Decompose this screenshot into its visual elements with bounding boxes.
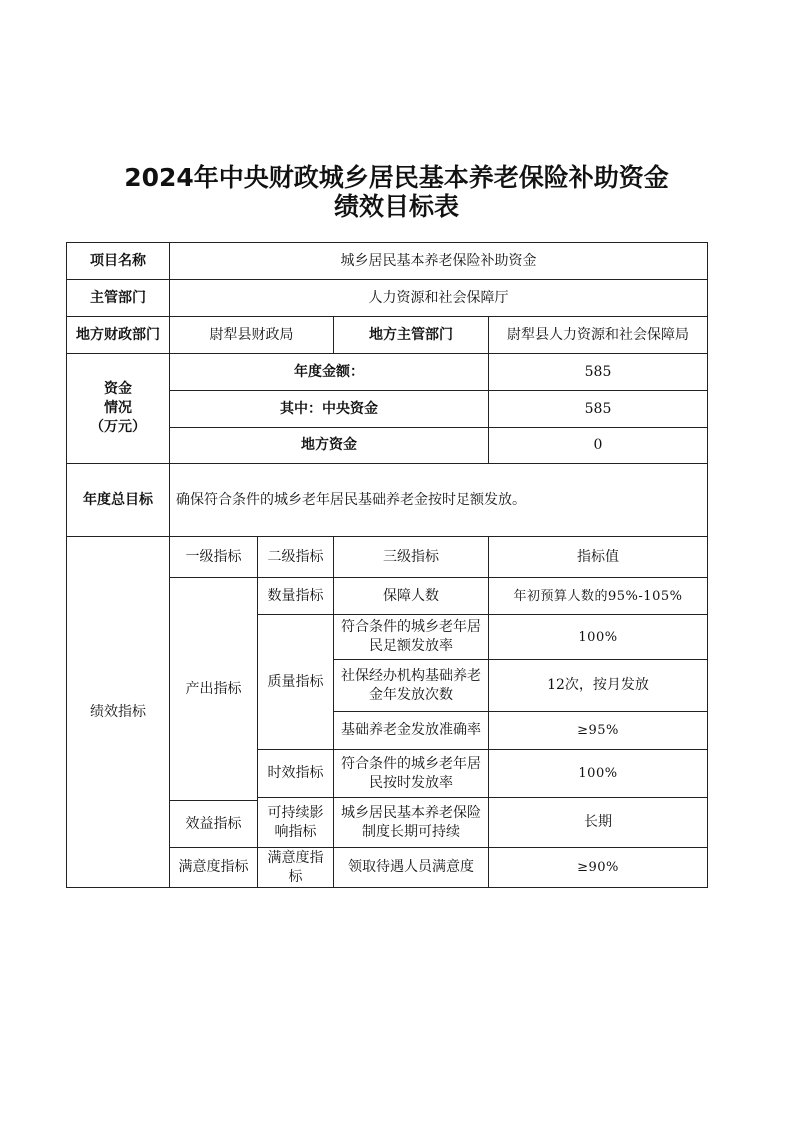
header-value: 指标值 [489, 537, 708, 578]
perf-label: 绩效指标 [67, 537, 170, 888]
timeliness-value: 100% [489, 750, 708, 798]
annual-amount-label: 年度金额： [170, 354, 489, 391]
project-name-label: 项目名称 [67, 243, 170, 280]
header-level1: 一级指标 [170, 537, 258, 578]
quantity-value: 年初预算人数的95%-105% [489, 578, 708, 615]
benefit-label: 效益指标 [170, 801, 258, 848]
quality-item-1: 符合条件的城乡老年居民足额发放率 [334, 615, 489, 660]
document-title: 2024年中央财政城乡居民基本养老保险补助资金 [124, 163, 669, 192]
timeliness-label: 时效指标 [258, 750, 334, 798]
funds-label-line1: 资金 [104, 381, 132, 397]
central-funds-label: 其中：中央资金 [170, 391, 489, 428]
output-label: 产出指标 [170, 578, 258, 801]
quantity-label: 数量指标 [258, 578, 334, 615]
local-funds-value: 0 [489, 428, 708, 464]
funds-label-line3: （万元） [90, 419, 146, 435]
timeliness-item: 符合条件的城乡老年居民按时发放率 [334, 750, 489, 798]
satisfaction-label: 满意度指标 [170, 848, 258, 888]
quality-item-3: 基础养老金发放准确率 [334, 712, 489, 750]
quality-value-3: ≥95% [489, 712, 708, 750]
local-dept-label: 地方主管部门 [334, 317, 489, 354]
performance-target-table [66, 242, 708, 888]
sustain-value: 长期 [489, 798, 708, 848]
funds-label-line2: 情况 [104, 400, 132, 416]
satisfaction-value: ≥90% [489, 848, 708, 888]
satisfaction-l2: 满意度指标 [258, 848, 334, 888]
local-funds-label: 地方资金 [170, 428, 489, 464]
annual-amount-value: 585 [489, 354, 708, 391]
document-subtitle: 绩效目标表 [333, 192, 459, 221]
annual-goal-label: 年度总目标 [67, 464, 170, 537]
header-level3: 三级指标 [334, 537, 489, 578]
funds-label [67, 354, 170, 464]
header-level2: 二级指标 [258, 537, 334, 578]
dept-value: 人力资源和社会保障厅 [170, 280, 708, 317]
local-finance-value: 尉犁县财政局 [170, 317, 334, 354]
central-funds-value: 585 [489, 391, 708, 428]
local-finance-label: 地方财政部门 [67, 317, 170, 354]
project-name-value: 城乡居民基本养老保险补助资金 [170, 243, 708, 280]
dept-label: 主管部门 [67, 280, 170, 317]
sustain-label: 可持续影响指标 [258, 798, 334, 848]
quality-value-1: 100% [489, 615, 708, 660]
quality-label: 质量指标 [258, 615, 334, 750]
satisfaction-item: 领取待遇人员满意度 [334, 848, 489, 888]
quality-item-2: 社保经办机构基础养老金年发放次数 [334, 660, 489, 712]
annual-goal-value: 确保符合条件的城乡老年居民基础养老金按时足额发放。 [170, 464, 708, 537]
sustain-item: 城乡居民基本养老保险制度长期可持续 [334, 798, 489, 848]
local-dept-value: 尉犁县人力资源和社会保障局 [489, 317, 708, 354]
quality-value-2: 12次，按月发放 [489, 660, 708, 712]
quantity-item: 保障人数 [334, 578, 489, 615]
